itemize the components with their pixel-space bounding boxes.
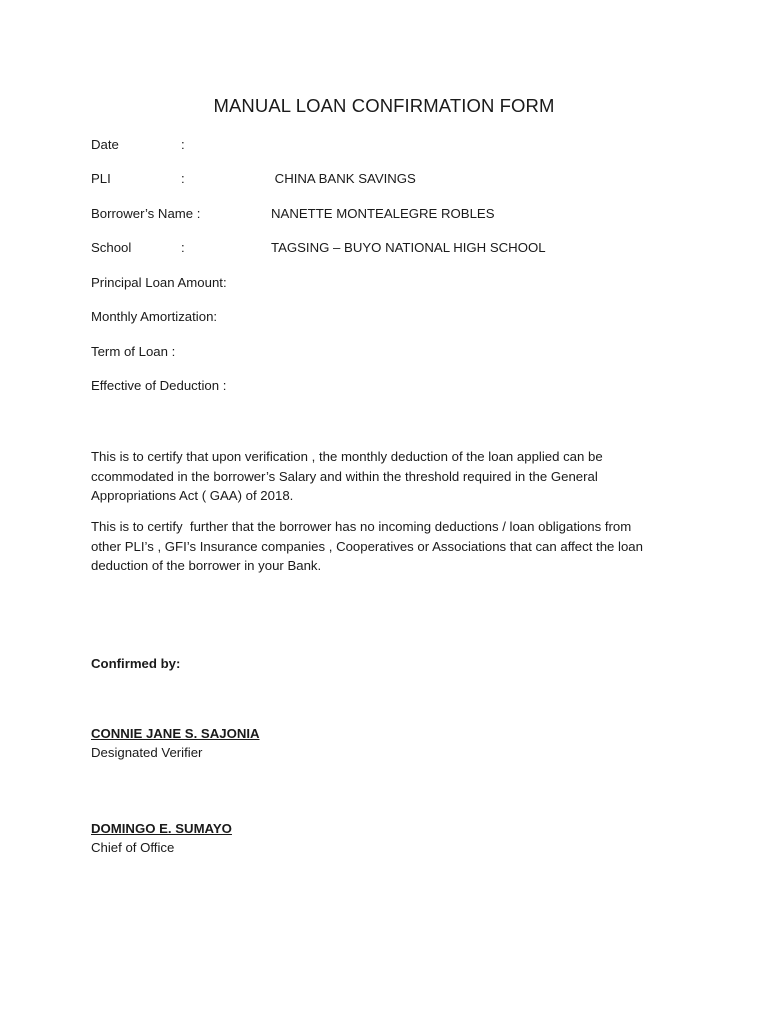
certification-paragraph	[91, 447, 681, 506]
form-title: MANUAL LOAN CONFIRMATION FORM	[213, 95, 555, 116]
school-label: School	[91, 240, 132, 255]
confirmed-by-heading: Confirmed by:	[91, 656, 181, 671]
monthly-amortization-label: Monthly Amortization:	[91, 309, 218, 324]
paragraph-line: deduction of the borrower in your Bank.	[91, 558, 322, 573]
signatory-title-chief: Chief of Office	[91, 840, 175, 855]
borrower-name-value: NANETTE MONTEALEGRE ROBLES	[271, 206, 495, 221]
pli-value: CHINA BANK SAVINGS	[271, 171, 416, 186]
paragraph-line: ccommodated in the borrower’s Salary and within the threshold required in the General	[91, 468, 598, 484]
signatory-name-chief: DOMINGO E. SUMAYO	[91, 821, 232, 836]
term-of-loan-label: Term of Loan :	[91, 344, 176, 359]
paragraph-line: This is to certify further that the borrower has no incoming deductions / loan obligations from	[91, 519, 632, 534]
effective-of-deduction-label: Effective of Deduction :	[91, 378, 227, 393]
school-value: TAGSING – BUYO NATIONAL HIGH SCHOOL	[271, 240, 546, 255]
paragraph-line: other PLI’s , GFI’s Insurance companies , Cooperatives or Associations that can affect the loan	[91, 538, 643, 554]
further-certification-paragraph	[91, 517, 681, 576]
principal-loan-amount-label: Principal Loan Amount:	[91, 275, 227, 290]
paragraph-line: This is to certify that upon verification , the monthly deduction of the loan applied can be	[91, 449, 603, 464]
paragraph-line: Appropriations Act ( GAA) of 2018.	[91, 488, 294, 503]
date-label: Date	[91, 137, 119, 152]
borrower-name-label: Borrower’s Name :	[91, 206, 201, 221]
school-colon: :	[181, 240, 185, 255]
pli-label: PLI	[91, 171, 111, 186]
pli-colon: :	[181, 171, 185, 186]
signatory-title-verifier: Designated Verifier	[91, 745, 203, 760]
date-colon: :	[181, 137, 185, 152]
signatory-name-verifier: CONNIE JANE S. SAJONIA	[91, 726, 260, 741]
